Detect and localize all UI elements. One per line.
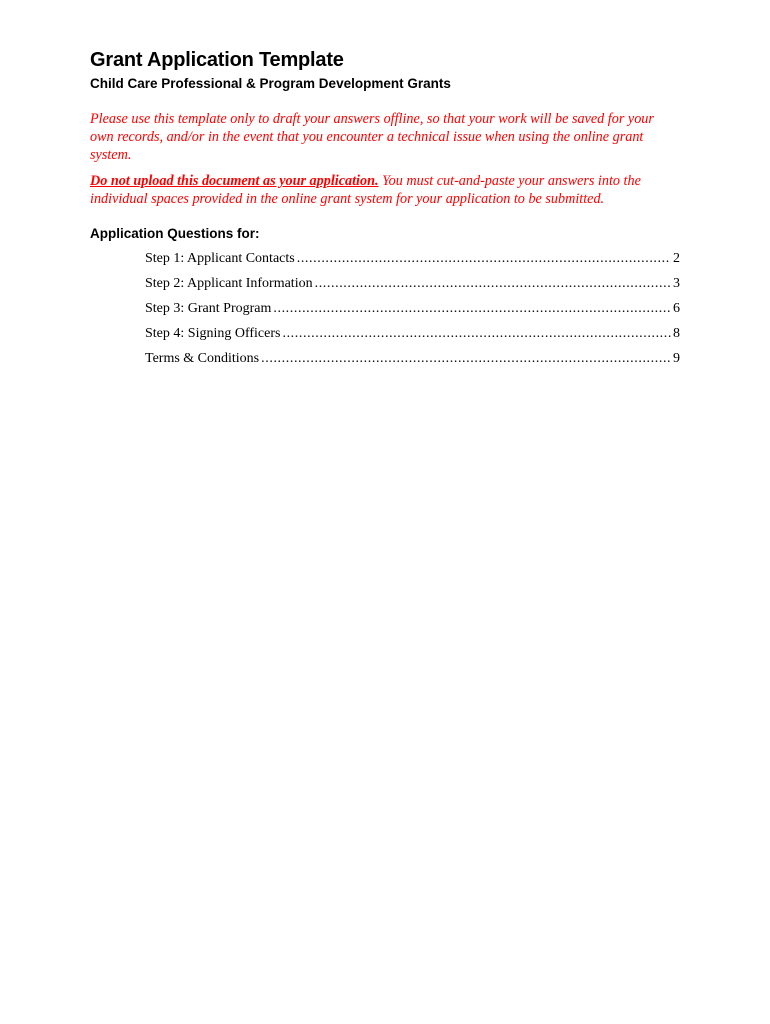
upload-warning-text: You must cut-and-paste your answers into the individual spaces provided in the online grant system for your application to be submitted.	[90, 173, 641, 207]
draft-instructions: Please use this template only to draft your answers offline, so that your work will be saved for your own records, and/or in the event that you encounter a technical issue when using the online grant system.	[90, 111, 654, 163]
upload-warning	[90, 172, 680, 208]
page-title: Grant Application Template	[90, 49, 344, 71]
upload-warning-emphasis: Do not upload this document as your application.	[90, 173, 379, 189]
toc-dot-leader	[282, 324, 671, 343]
toc-heading: Application Questions for:	[90, 226, 260, 241]
toc-dot-leader	[315, 274, 671, 293]
toc-page-number: 6	[673, 301, 680, 316]
toc-dot-leader	[297, 249, 671, 268]
toc-entry-step-2[interactable]	[145, 274, 680, 299]
document-content	[90, 48, 680, 374]
toc-entry-label: Step 4: Signing Officers	[145, 326, 281, 341]
toc-page-number: 3	[673, 276, 680, 291]
page-subtitle: Child Care Professional & Program Development Grants	[90, 76, 451, 91]
toc-entry-terms-conditions[interactable]	[145, 349, 680, 374]
toc-entry-label: Terms & Conditions	[145, 351, 260, 366]
toc-dot-leader	[261, 349, 671, 368]
toc-dot-leader	[273, 299, 671, 318]
toc-entry-label: Step 2: Applicant Information	[145, 276, 313, 291]
toc-page-number: 8	[673, 326, 680, 341]
toc-entry-step-4[interactable]	[145, 324, 680, 349]
toc-entry-label: Step 3: Grant Program	[145, 301, 272, 316]
toc-entry-step-1[interactable]	[145, 249, 680, 274]
toc-entry-label: Step 1: Applicant Contacts	[145, 251, 295, 266]
toc-page-number: 9	[673, 351, 680, 366]
table-of-contents	[90, 249, 680, 374]
toc-page-number: 2	[673, 251, 680, 266]
toc-entry-step-3[interactable]	[145, 299, 680, 324]
